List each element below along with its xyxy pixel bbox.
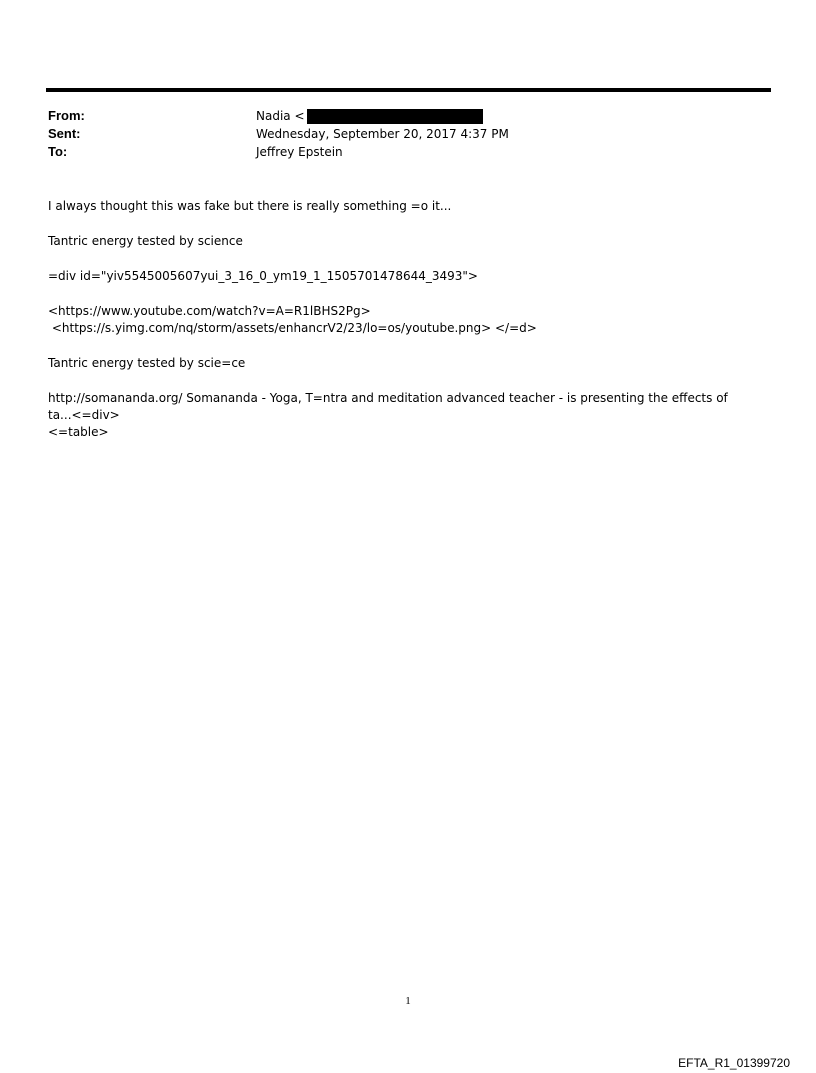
sender-name: Nadia < — [256, 109, 305, 123]
sent-row — [48, 125, 509, 143]
document-id: EFTA_R1_01399720 — [678, 1056, 790, 1070]
to-value: Jeffrey Epstein — [256, 145, 343, 159]
thumbnail-link: <https://s.yimg.com/nq/storm/assets/enhancrV2/23/lo=os/youtube.png> </=d> — [48, 321, 537, 335]
body-paragraph: I always thought this was fake but there is really something =o it... — [48, 199, 452, 213]
page-number: 1 — [405, 995, 411, 1007]
from-label: From: — [48, 108, 85, 123]
header-divider — [46, 88, 771, 92]
youtube-link: <https://www.youtube.com/watch?v=A=R1lBHS2Pg> — [48, 304, 371, 318]
body-paragraph: http://somananda.org/ Somananda - Yoga, T=ntra and meditation advanced teacher - is presenting the effects of — [48, 391, 728, 405]
body-paragraph: Tantric energy tested by science — [48, 234, 243, 248]
email-body — [48, 198, 748, 441]
body-paragraph: =div id="yiv5545005607yui_3_16_0_ym19_1_1505701478644_3493"> — [48, 269, 478, 283]
redaction-box — [307, 109, 483, 124]
to-label: To: — [48, 144, 68, 159]
sent-value: Wednesday, September 20, 2017 4:37 PM — [256, 127, 509, 141]
sent-label: Sent: — [48, 126, 81, 141]
to-row — [48, 143, 509, 161]
from-value — [256, 107, 483, 125]
from-row — [48, 107, 509, 125]
email-header — [48, 107, 509, 161]
body-paragraph: <=table> — [48, 425, 109, 439]
body-paragraph: Tantric energy tested by scie=ce — [48, 356, 246, 370]
body-paragraph: ta...<=div> — [48, 408, 120, 422]
